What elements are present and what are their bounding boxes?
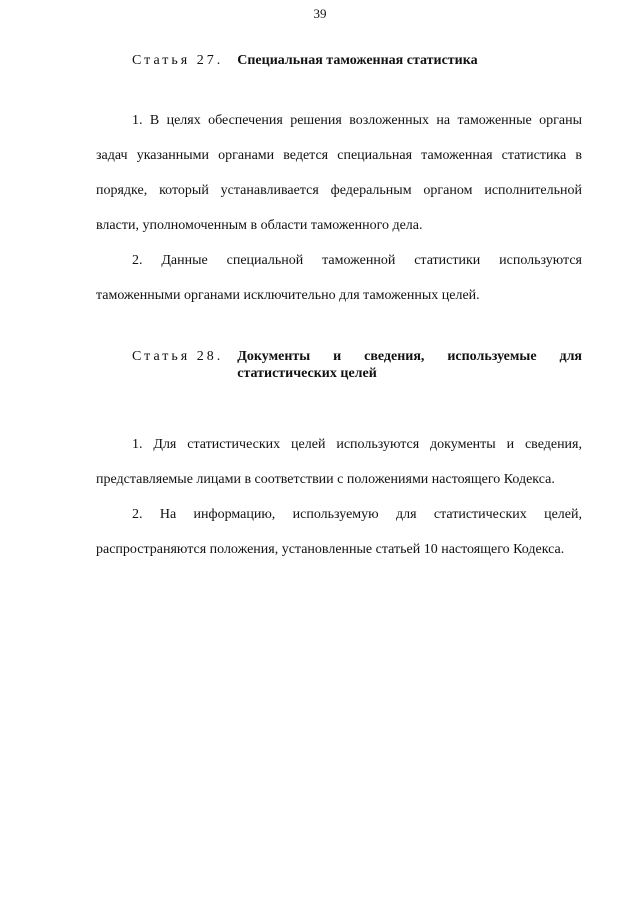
article-paragraph: 2. На информацию, используемую для статистических целей, распространяются положения, установленные статьей 10 настоящего Кодекса. [96, 507, 582, 557]
article-paragraph: 1. В целях обеспечения решения возложенных на таможенные органы задач указанными органами ведется специальная таможенная статистика в порядке, который устанавливается федеральным органом исполнительной власти, уполномоченным в области таможенного дела. [96, 113, 582, 233]
article-title: Документы и сведения, используемые для статистических целей [237, 349, 582, 381]
article-28 [96, 348, 582, 567]
article-paragraph: 1. Для статистических целей используются документы и сведения, представляемые лицами в соответствии с положениями настоящего Кодекса. [96, 437, 582, 487]
article-27 [96, 52, 582, 313]
page-number: 39 [313, 6, 327, 21]
article-label: Статья 27. [132, 53, 224, 68]
article-label: Статья 28. [132, 349, 224, 364]
article-heading [132, 52, 582, 69]
article-title: Специальная таможенная статистика [237, 53, 478, 68]
article-paragraph: 2. Данные специальной таможенной статистики используются таможенными органами исключительно для таможенных целей. [96, 253, 582, 303]
article-heading [132, 348, 582, 382]
